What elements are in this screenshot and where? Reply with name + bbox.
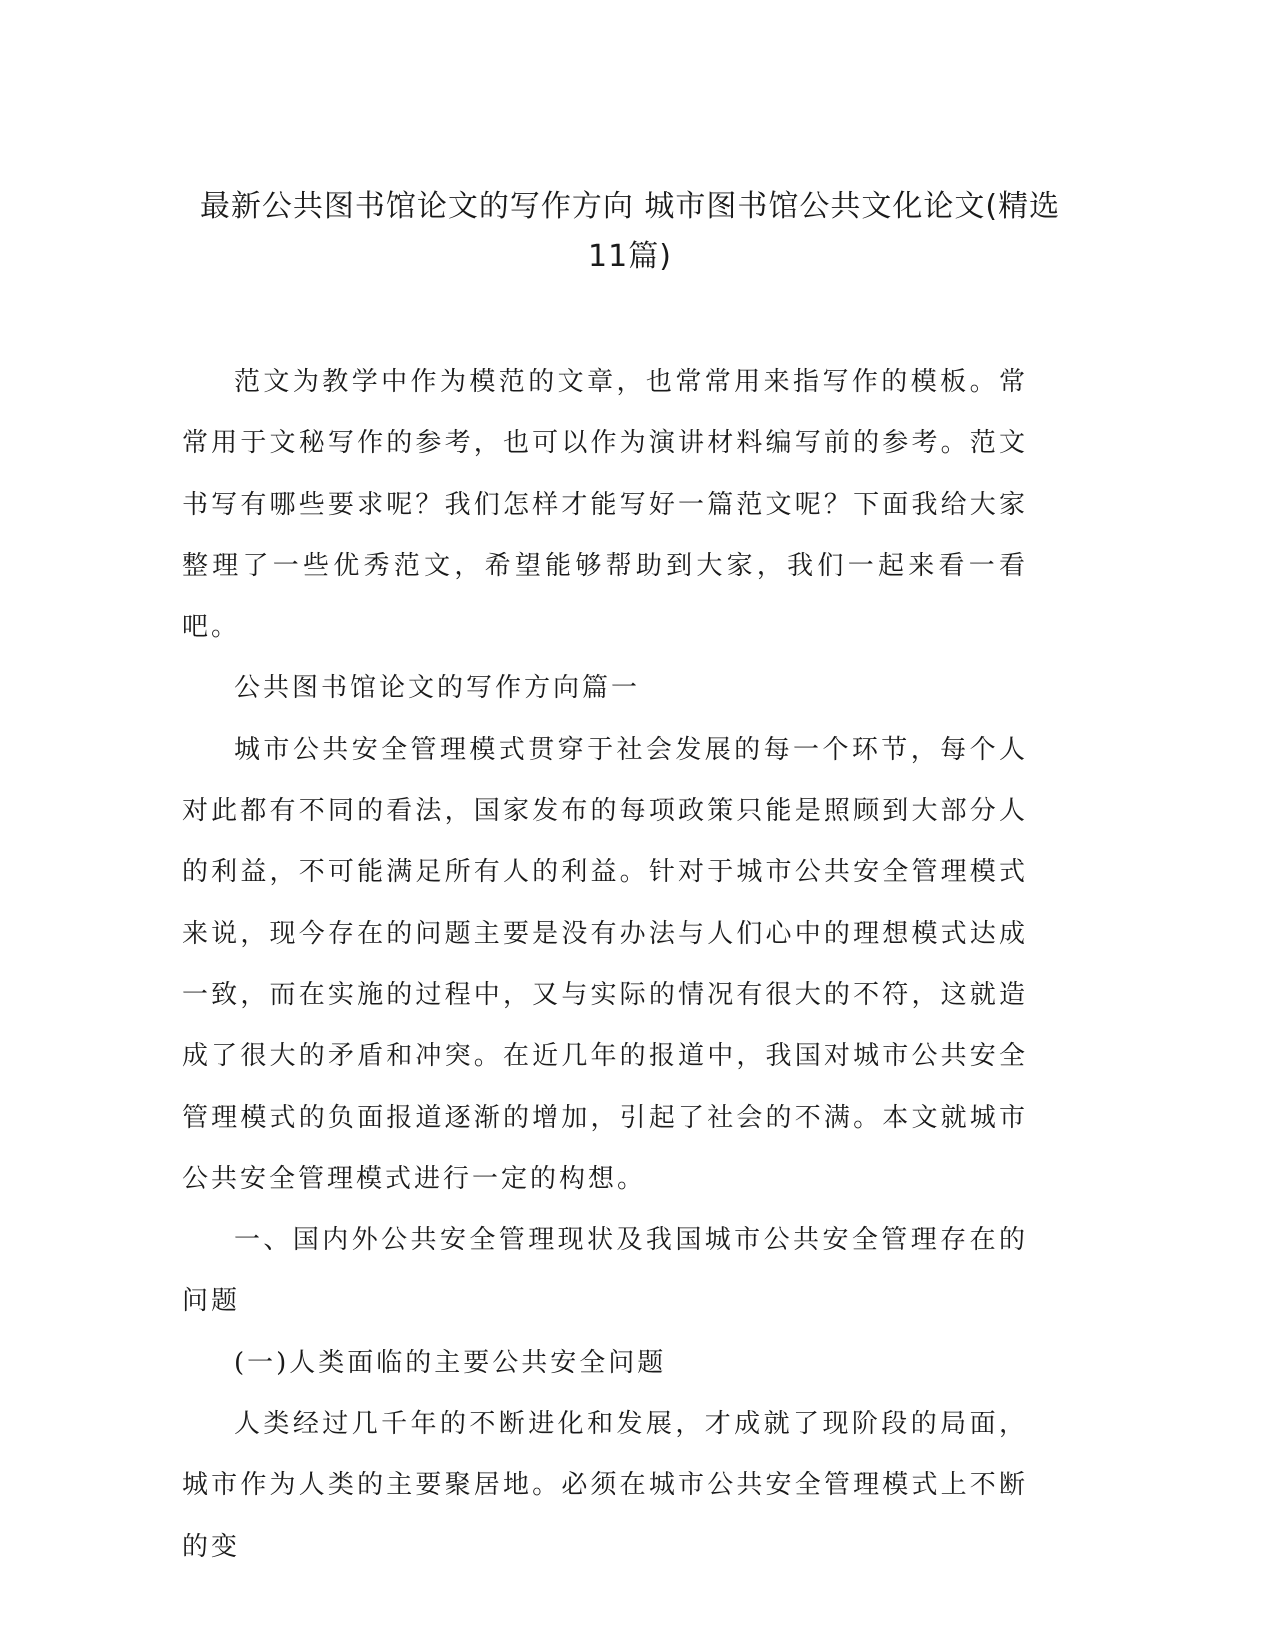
subsection-heading: (一)人类面临的主要公共安全问题	[234, 1347, 667, 1378]
document-body	[182, 352, 1028, 1578]
body-paragraph: 人类经过几千年的不断进化和发展，才成就了现阶段的局面，城市作为人类的主要聚居地。必须在城市公共安全管理模式上不断的变	[182, 1409, 1028, 1562]
document-title: 最新公共图书馆论文的写作方向 城市图书馆公共文化论文(精选11篇)	[199, 189, 1061, 274]
section-heading: 公共图书馆论文的写作方向篇一	[234, 673, 641, 704]
subsection-heading: 一、国内外公共安全管理现状及我国城市公共安全管理存在的问题	[182, 1225, 1028, 1317]
body-paragraph: 城市公共安全管理模式贯穿于社会发展的每一个环节，每个人对此都有不同的看法，国家发布的每项政策只能是照顾到大部分人的利益，不可能满足所有人的利益。针对于城市公共安全管理模式来说，现今存在的问题主要是没有办法与人们心中的理想模式达成一致，而在实施的过程中，又与实际的情况有很大的不符，这就造成了很大的矛盾和冲突。在近几年的报道中，我国对城市公共安全管理模式的负面报道逐渐的增加，引起了社会的不满。本文就城市公共安全管理模式进行一定的构想。	[182, 734, 1028, 1194]
intro-paragraph: 范文为教学中作为模范的文章，也常常用来指写作的模板。常常用于文秘写作的参考，也可以作为演讲材料编写前的参考。范文书写有哪些要求呢？我们怎样才能写好一篇范文呢？下面我给大家整理了一些优秀范文，希望能够帮助到大家，我们一起来看一看吧。	[182, 367, 1028, 643]
